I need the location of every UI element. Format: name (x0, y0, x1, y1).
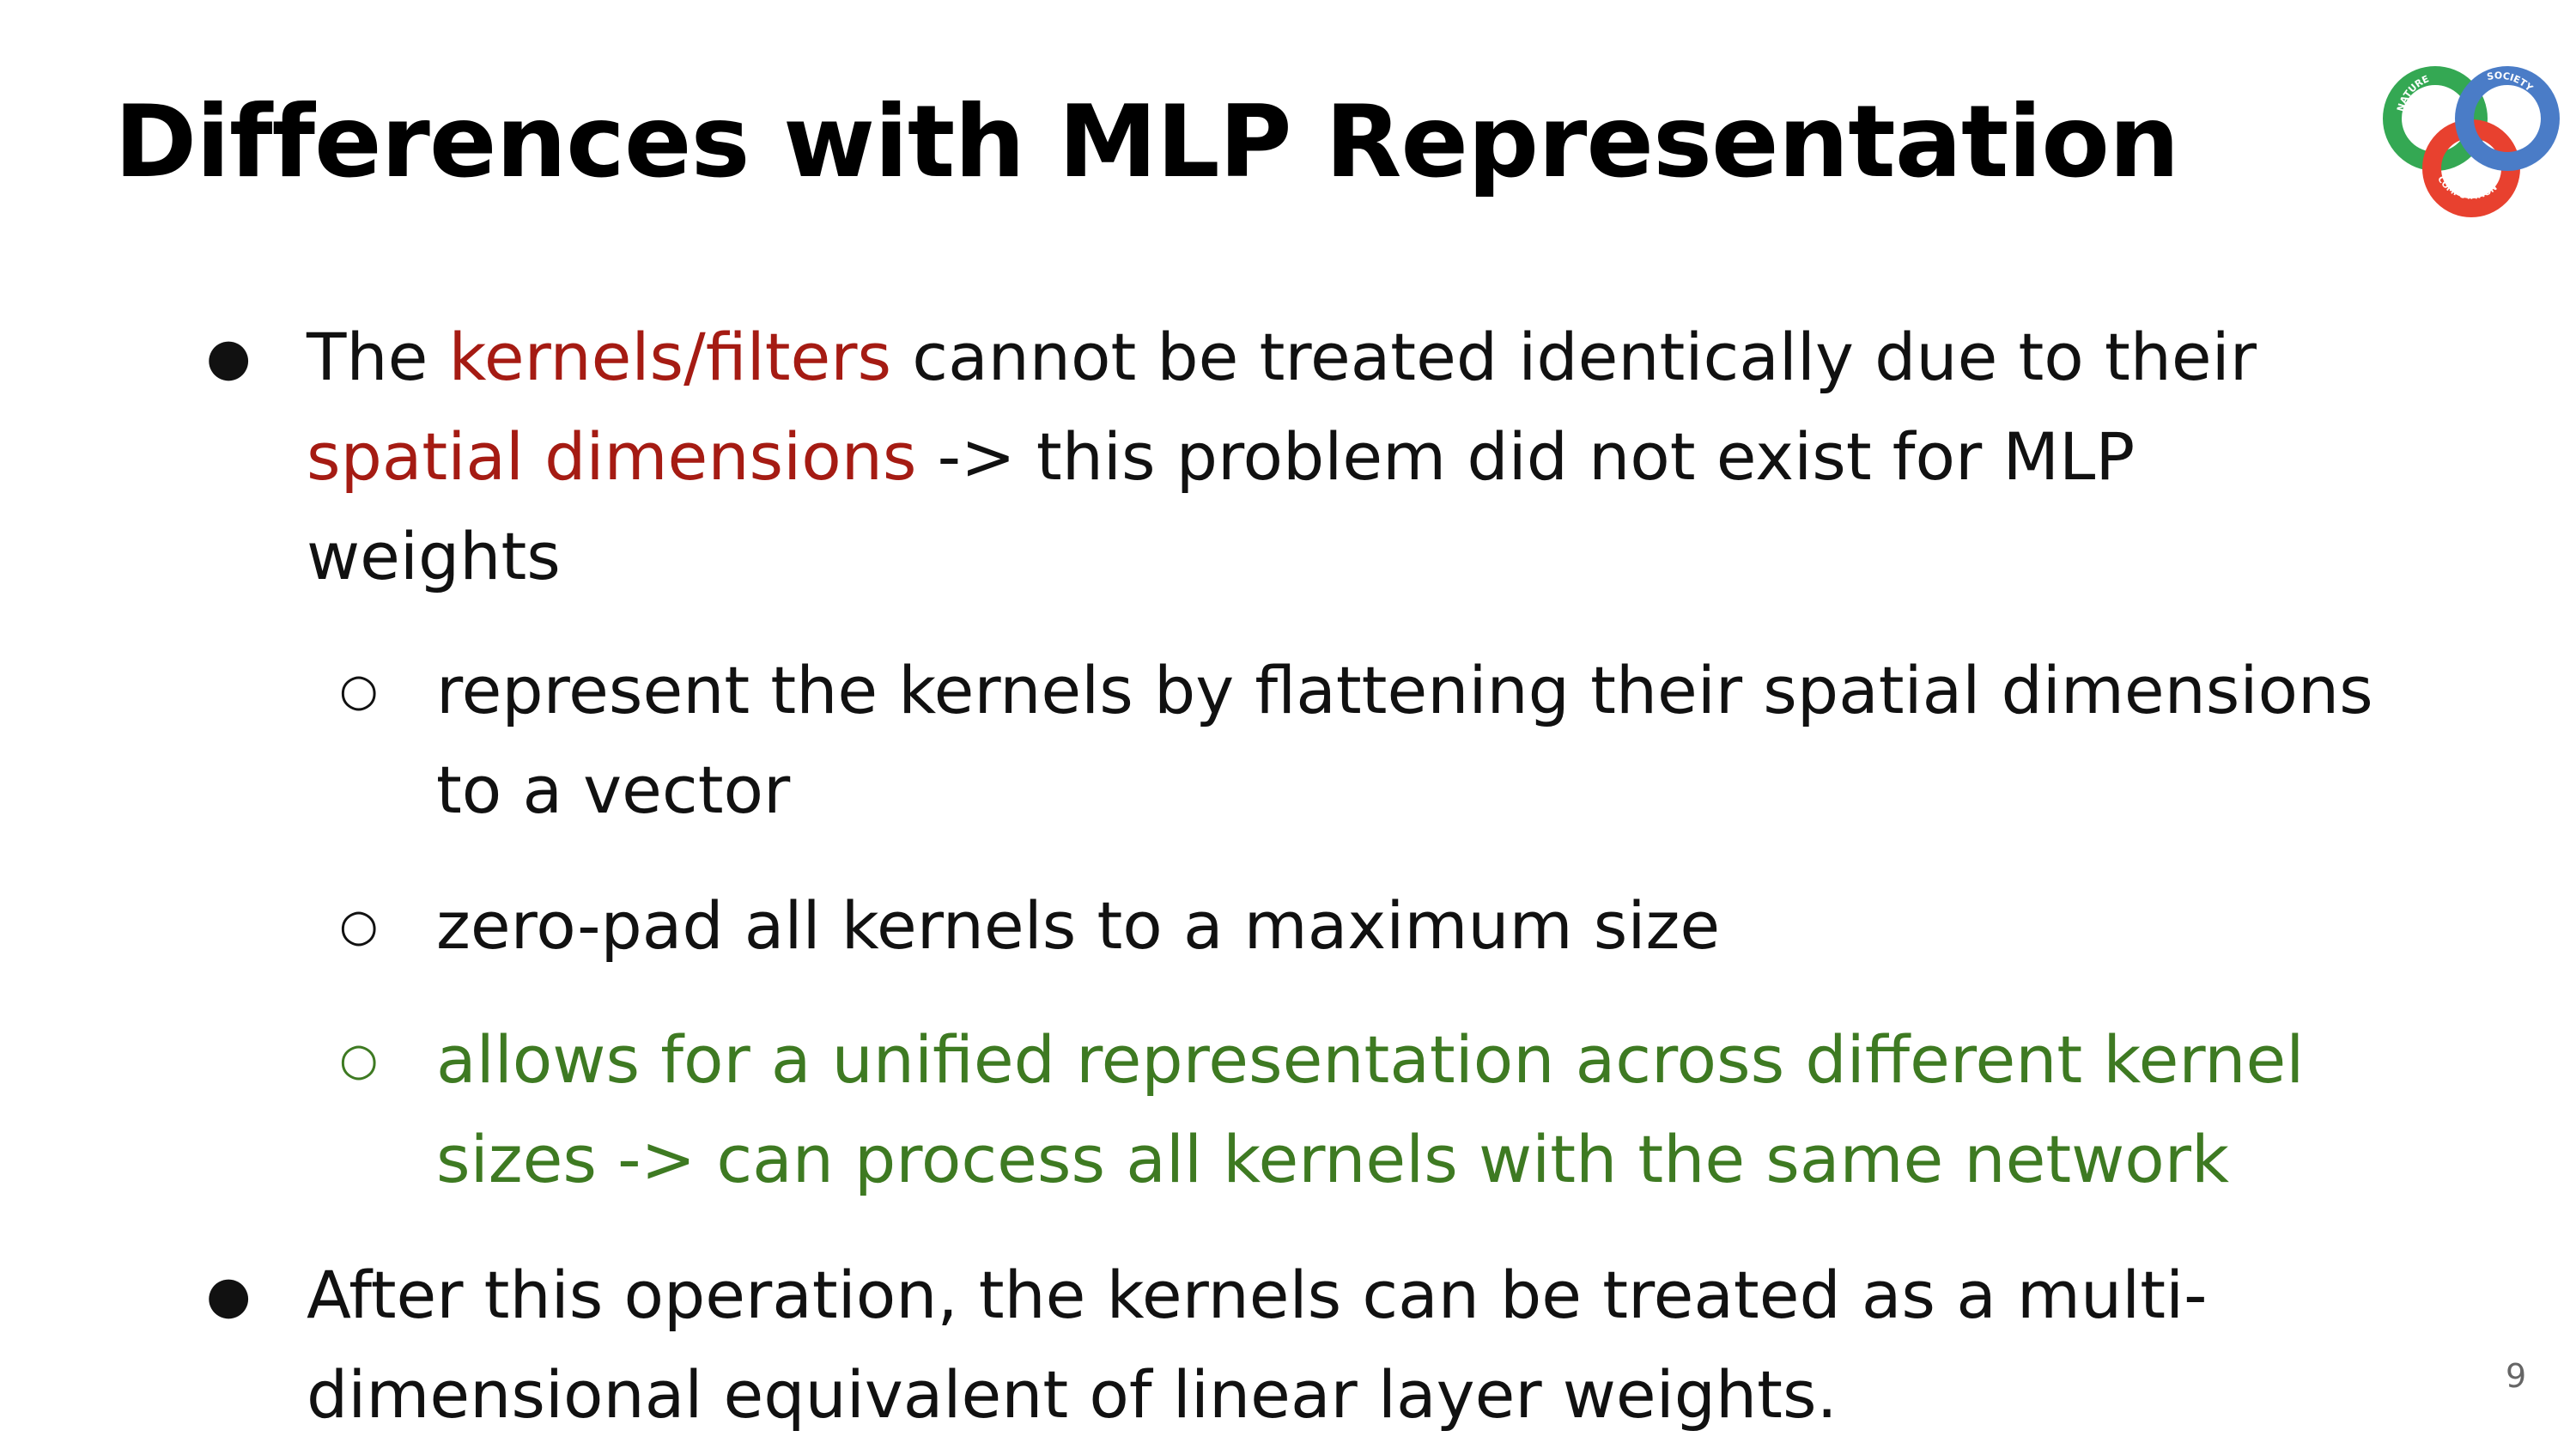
bullet-text: -> this problem did not exist for MLP (916, 418, 2136, 495)
emphasis-spatial-dimensions: spatial dimensions (307, 418, 917, 495)
bullet-kernels-line3: weights (307, 518, 561, 594)
sub-bullet-flatten-line2: to a vector (436, 752, 791, 828)
slide-title: Differences with MLP Representation (114, 84, 2179, 200)
sub-bullet-zero-pad: zero-pad all kernels to a maximum size (436, 887, 1721, 964)
bullet-text: cannot be treated identically due to their (891, 319, 2257, 395)
emphasis-kernels-filters: kernels/filters (448, 319, 892, 395)
sub-bullet-marker: ○ (339, 665, 379, 716)
bullet-after-operation-line1: After this operation, the kernels can be treated as a multi- (307, 1257, 2208, 1333)
page-number: 9 (2506, 1357, 2527, 1395)
sub-bullet-marker: ○ (339, 900, 379, 952)
bullet-marker: ● (206, 327, 252, 387)
logo-word-society: SOCIETY (2486, 70, 2536, 94)
bullet-marker: ● (206, 1265, 252, 1325)
bullet-text: The (307, 319, 449, 395)
sub-bullet-unified-line2: sizes -> can process all kernels with the same network (436, 1121, 2230, 1197)
sub-bullet-marker: ○ (339, 1034, 379, 1086)
bullet-kernels-line2 (307, 407, 2453, 507)
sub-bullet-unified-line1: allows for a unified representation across different kernel (436, 1021, 2305, 1098)
sub-bullet-flatten-line1: represent the kernels by flattening their spatial dimensions (436, 652, 2373, 728)
logo-word-computation: COMPUTATION (2435, 174, 2500, 202)
logo-word-nature: NATURE (2395, 73, 2431, 113)
bullet-kernels-line1 (307, 307, 2453, 407)
bullet-after-operation-line2: dimensional equivalent of linear layer weights. (307, 1356, 1838, 1433)
